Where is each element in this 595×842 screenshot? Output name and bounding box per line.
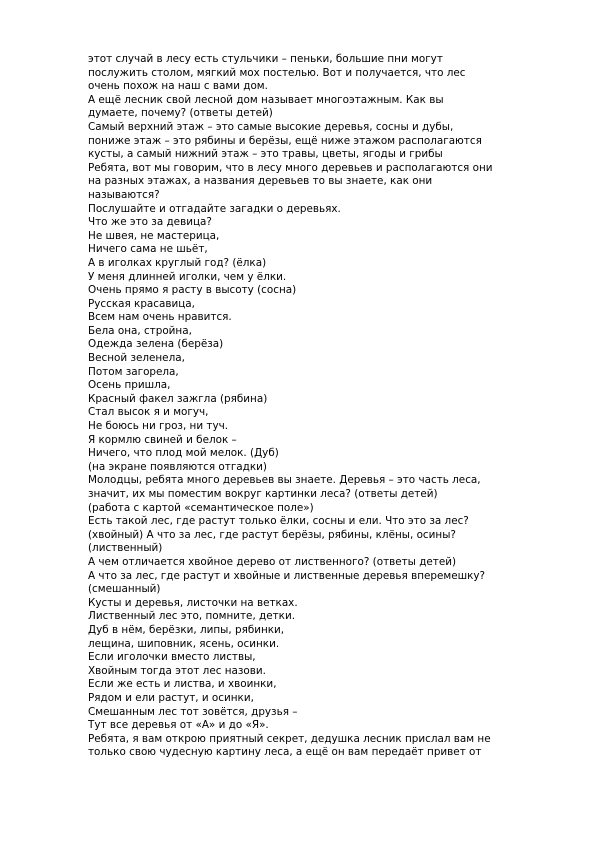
text-line: У меня длинней иголки, чем у ёлки. (88, 270, 287, 283)
text-line: Очень прямо я расту в высоту (сосна) (88, 284, 297, 297)
text-line: (смешанный) (88, 583, 161, 596)
text-line: лещина, шиповник, ясень, осинки. (88, 637, 280, 650)
text-line: (хвойный) А что за лес, где растут берёзы, рябины, клёны, осины? (88, 528, 456, 541)
text-line: Дуб в нём, берёзки, липы, рябинки, (88, 623, 285, 636)
text-line: Рядом и ели растут, и осинки, (88, 691, 254, 704)
text-line: Я кормлю свиней и белок – (88, 433, 237, 446)
text-line: (работа с картой «семантическое поле») (88, 501, 314, 514)
text-line: послужить столом, мягкий мох постелью. Вот и получается, что лес (88, 66, 466, 79)
text-line: А в иголках круглый год? (ёлка) (88, 256, 267, 269)
text-line: Потом загорела, (88, 365, 179, 378)
text-line: Стал высок я и могуч, (88, 406, 209, 419)
text-line: Красный факел зажгла (рябина) (88, 392, 268, 405)
text-line: значит, их мы поместим вокруг картинки леса? (ответы детей) (88, 488, 438, 500)
text-line: Всем нам очень нравится. (88, 311, 232, 324)
document-page (88, 53, 558, 760)
text-line: Ничего сама не шьёт, (88, 243, 208, 256)
text-line: пониже этаж – это рябины и берёзы, ещё ниже этажом располагаются (88, 134, 482, 147)
text-line: думаете, почему? (ответы детей) (88, 107, 273, 120)
text-line: Русская красавица, (88, 297, 195, 310)
text-line: Ребята, вот мы говорим, что в лесу много деревьев и располагаются они (88, 161, 493, 174)
text-line: Осень пришла, (88, 379, 171, 392)
text-line: Что же это за девица? (88, 216, 212, 229)
text-line: Смешанным лес тот зовётся, друзья – (88, 705, 298, 718)
text-line: (лиственный) (88, 542, 163, 555)
text-line: Если же есть и листва, и хвоинки, (88, 678, 277, 691)
text-line: называются? (88, 188, 160, 201)
text-line: Молодцы, ребята много деревьев вы знаете. Деревья – это часть леса, (88, 474, 481, 487)
text-line: Не боюсь ни гроз, ни туч. (88, 420, 229, 433)
text-line: очень похож на наш с вами дом. (88, 80, 268, 93)
text-line: Ребята, я вам открою приятный секрет, дедушка лесник прислал вам не (88, 732, 491, 745)
text-line: Не швея, не мастерица, (88, 229, 220, 242)
text-line: Если иголочки вместо листвы, (88, 651, 256, 664)
text-line: А что за лес, где растут и хвойные и лиственные деревья вперемешку? (88, 569, 486, 582)
text-line: Бела она, стройна, (88, 324, 192, 337)
text-line: А чем отличается хвойное дерево от лиственного? (ответы детей) (88, 555, 457, 568)
text-line: Хвойным тогда этот лес назови. (88, 664, 266, 677)
text-line: только свою чудесную картину леса, а ещё он вам передаёт привет от (88, 746, 482, 759)
text-line: Кусты и деревья, листочки на ветках. (88, 596, 298, 609)
text-line: Одежда зелена (берёза) (88, 338, 224, 351)
text-line: (на экране появляются отгадки) (88, 460, 267, 473)
text-line: кусты, а самый нижний этаж – это травы, цветы, ягоды и грибы (88, 148, 443, 161)
text-line: Самый верхний этаж – это самые высокие деревья, сосны и дубы, (88, 120, 454, 133)
text-line: Тут все деревья от «А» и до «Я». (88, 719, 269, 732)
text-line: Послушайте и отгадайте загадки о деревьях. (88, 202, 341, 215)
text-line: Ничего, что плод мой мелок. (Дуб) (88, 447, 279, 460)
text-line: А ещё лесник свой лесной дом называет многоэтажным. Как вы (88, 93, 444, 106)
text-line: Есть такой лес, где растут только ёлки, сосны и ели. Что это за лес? (88, 515, 469, 528)
text-line: Весной зеленела, (88, 352, 185, 365)
text-line: Лиственный лес это, помните, детки. (88, 610, 296, 623)
text-line: на разных этажах, а названия деревьев то вы знаете, как они (88, 175, 433, 188)
text-line: этот случай в лесу есть стульчики – пеньки, большие пни могут (88, 53, 443, 65)
